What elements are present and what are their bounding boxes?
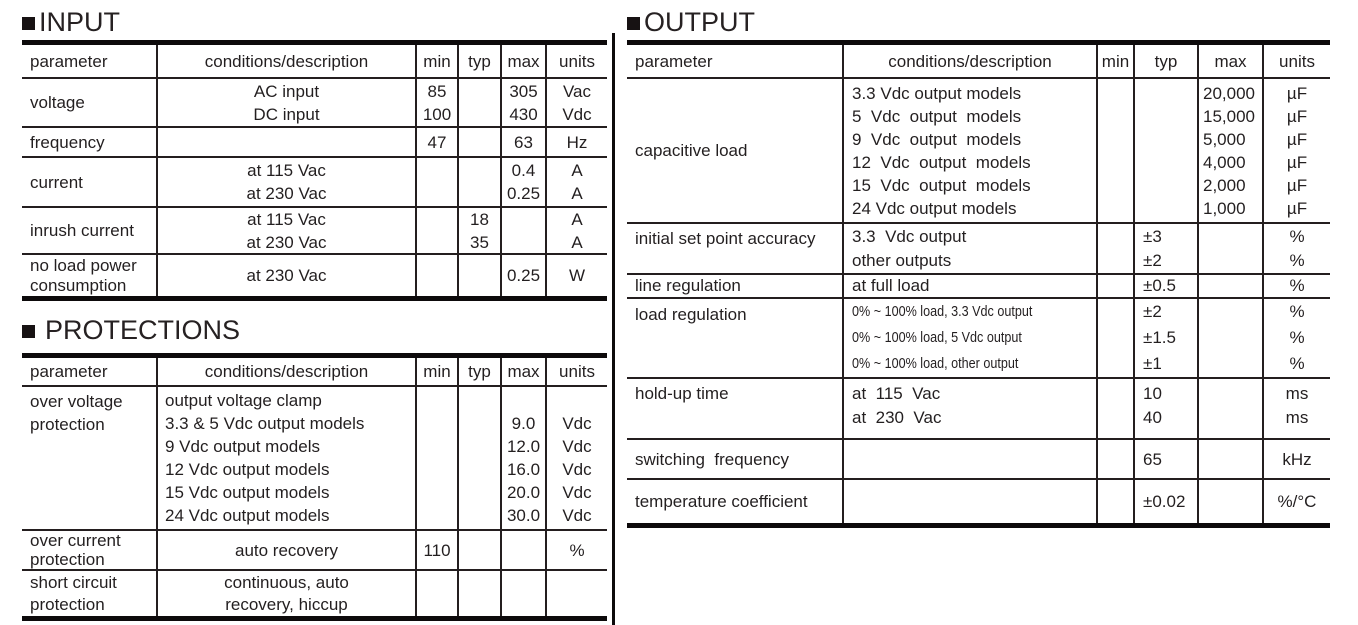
text-line: initial set point accuracy [635, 229, 816, 248]
section-title-text: PROTECTIONS [45, 315, 241, 345]
text-line: µF [1286, 175, 1308, 195]
column-header-parameter [627, 45, 842, 77]
text-line: A [571, 184, 583, 203]
column-header-typ [1133, 45, 1197, 77]
table-row [627, 77, 1330, 222]
text-line: short circuit [30, 572, 117, 592]
header-text: typ [468, 361, 491, 381]
text-line: ±1 [1143, 354, 1162, 373]
text-line: 9.0 [511, 414, 536, 433]
header-text: max [507, 361, 540, 381]
text-line: µF [1286, 129, 1308, 149]
text-line: ±2 [1143, 302, 1162, 321]
cell-max [500, 158, 545, 206]
cell-units [1262, 440, 1330, 478]
text-line: 10 [1143, 384, 1162, 403]
cell-units [1262, 275, 1330, 297]
header-text: min [1101, 51, 1130, 71]
cell-units [1262, 379, 1330, 438]
text-line: A [571, 209, 583, 229]
table-row [627, 273, 1330, 297]
text-line: 85 [427, 81, 447, 101]
column-header-parameter [22, 358, 156, 385]
cell-units [1262, 480, 1330, 523]
text-line: 35 [470, 232, 489, 252]
cell-conditions [156, 158, 415, 206]
section-bullet-icon [627, 17, 640, 30]
cell-units [545, 128, 607, 156]
text-line: capacitive load [635, 141, 748, 160]
protections-section-title [22, 313, 607, 348]
section-bullet-icon [22, 17, 35, 30]
cell-min [415, 208, 457, 253]
text-line: over current [30, 531, 121, 550]
text-line: A [571, 161, 583, 180]
text-line: 15,000 [1203, 106, 1255, 126]
text-line: consumption [30, 275, 127, 295]
section-title-text: OUTPUT [644, 7, 755, 37]
text-line: 12 Vdc output models [165, 460, 330, 479]
text-line: Vdc [562, 437, 592, 456]
text-line: % [1289, 250, 1305, 270]
text-line: 3.3 & 5 Vdc output models [165, 414, 365, 433]
cell-units [545, 571, 607, 616]
cell-typ [457, 531, 500, 569]
text-line: over voltage [30, 392, 123, 411]
column-header-parameter [22, 45, 156, 77]
cell-min [415, 531, 457, 569]
header-text: conditions/description [888, 51, 1052, 71]
cell-min [415, 387, 457, 529]
column-header-max [500, 358, 545, 385]
table-row [22, 569, 607, 616]
text-line: % [1289, 354, 1305, 373]
cell-units [545, 255, 607, 296]
table-row [627, 222, 1330, 273]
text-line: 9 Vdc output models [852, 129, 1022, 149]
cell-conditions [842, 79, 1096, 222]
cell-min [1096, 299, 1133, 377]
cell-parameter [627, 480, 842, 523]
text-line: 305 [509, 81, 538, 101]
column-header-conditions [842, 45, 1096, 77]
text-line: no load power [30, 255, 137, 275]
text-line: 9 Vdc output models [165, 437, 320, 456]
column-header-max [500, 45, 545, 77]
header-text: typ [468, 51, 491, 71]
text-line: hold-up time [635, 384, 729, 403]
text-line [547, 389, 607, 412]
text-line: 24 Vdc output models [165, 506, 330, 525]
text-line: at 115 Vac [247, 209, 326, 229]
cell-max [500, 571, 545, 616]
cell-conditions [842, 480, 1096, 523]
text-line: recovery, hiccup [225, 594, 348, 614]
text-line: % [1289, 226, 1305, 246]
cell-units [545, 208, 607, 253]
text-line: 65 [1143, 449, 1162, 469]
section-bullet-icon [22, 325, 35, 338]
text-line: % [569, 540, 585, 560]
cell-conditions [842, 440, 1096, 478]
text-line: % [1289, 302, 1305, 321]
text-line: 3.3 Vdc output models [852, 83, 1022, 103]
column-header-typ [457, 358, 500, 385]
text-line: %/°C [1277, 492, 1317, 511]
cell-typ [457, 571, 500, 616]
cell-min [1096, 224, 1133, 273]
cell-max [500, 255, 545, 296]
text-line: 0% ~ 100% load, 5 Vdc output [852, 329, 1022, 346]
cell-min [1096, 379, 1133, 438]
cell-parameter [627, 275, 842, 297]
text-line: ms [1285, 408, 1309, 427]
cell-max [1197, 224, 1262, 273]
header-row [627, 45, 1330, 77]
cell-conditions [156, 531, 415, 569]
cell-typ [457, 208, 500, 253]
text-line: protection [30, 415, 105, 434]
cell-typ [457, 387, 500, 529]
cell-max [1197, 480, 1262, 523]
cell-units [545, 158, 607, 206]
text-line: ±2 [1143, 250, 1162, 270]
text-line: 16.0 [506, 460, 541, 479]
right-column [627, 5, 1330, 528]
cell-typ [1133, 224, 1197, 273]
text-line: 0% ~ 100% load, 3.3 Vdc output [852, 303, 1033, 320]
column-header-units [545, 45, 607, 77]
header-text: parameter [30, 51, 108, 71]
cell-parameter [627, 440, 842, 478]
text-line: voltage [30, 93, 85, 112]
output-section-title [627, 5, 1330, 40]
text-line: 15 Vdc output models [165, 483, 330, 502]
text-line: Vdc [562, 414, 592, 433]
cell-units [1262, 299, 1330, 377]
text-line: ±3 [1143, 226, 1162, 246]
text-line: 24 Vdc output models [852, 198, 1017, 218]
cell-typ [457, 255, 500, 296]
text-line: µF [1286, 106, 1308, 126]
text-line: DC input [253, 104, 320, 124]
column-header-typ [457, 45, 500, 77]
header-text: parameter [30, 361, 108, 381]
cell-min [1096, 440, 1133, 478]
header-text: units [559, 361, 595, 381]
text-line: line regulation [635, 276, 741, 295]
cell-parameter [22, 208, 156, 253]
text-line: µF [1286, 83, 1308, 103]
column-header-conditions [156, 358, 415, 385]
column-header-max [1197, 45, 1262, 77]
cell-max [1197, 379, 1262, 438]
text-line: 5,000 [1203, 129, 1246, 149]
table-row [22, 77, 607, 126]
text-line: AC input [253, 81, 320, 101]
text-line: ±1.5 [1143, 328, 1176, 347]
text-line: µF [1286, 152, 1308, 172]
text-line: output voltage clamp [165, 391, 322, 410]
column-header-conditions [156, 45, 415, 77]
text-line: 30.0 [506, 506, 541, 525]
table-row [22, 385, 607, 529]
cell-typ [457, 79, 500, 126]
table-row [627, 438, 1330, 478]
text-line: 1,000 [1203, 198, 1246, 218]
cell-parameter [22, 387, 156, 529]
input-table [22, 40, 607, 301]
text-line: Vdc [562, 483, 592, 502]
table-row [22, 529, 607, 569]
text-line: 20.0 [506, 483, 541, 502]
cell-units [545, 531, 607, 569]
table-row [627, 377, 1330, 438]
text-line: W [568, 266, 586, 285]
text-line: at full load [852, 276, 930, 295]
cell-max [500, 128, 545, 156]
cell-conditions [156, 128, 415, 156]
cell-parameter [22, 255, 156, 296]
cell-typ [1133, 275, 1197, 297]
text-line: kHz [1282, 449, 1312, 469]
text-line: ms [1285, 384, 1309, 403]
cell-max [500, 79, 545, 126]
table-row [22, 126, 607, 156]
text-line: 100 [422, 104, 452, 124]
text-line: at 230 Vac [852, 408, 942, 427]
header-row [22, 45, 607, 77]
cell-conditions [842, 224, 1096, 273]
header-text: conditions/description [204, 361, 369, 381]
text-line [502, 389, 545, 412]
cell-max [500, 387, 545, 529]
table-row [22, 206, 607, 253]
text-line: 0.25 [506, 266, 541, 285]
cell-max [1197, 299, 1262, 377]
cell-parameter [627, 299, 842, 377]
text-line: % [1289, 328, 1305, 347]
cell-max [1197, 79, 1262, 222]
table-row [627, 297, 1330, 377]
text-line: 5 Vdc output models [852, 106, 1022, 126]
cell-units [1262, 79, 1330, 222]
text-line: switching frequency [635, 449, 790, 469]
text-line: continuous, auto [224, 572, 349, 592]
cell-min [415, 79, 457, 126]
column-header-min [1096, 45, 1133, 77]
column-header-min [415, 358, 457, 385]
text-line: ±0.02 [1143, 492, 1186, 511]
text-line: at 115 Vac [247, 161, 326, 180]
cell-min [415, 255, 457, 296]
cell-min [1096, 480, 1133, 523]
text-line: 18 [470, 209, 489, 229]
cell-parameter [627, 79, 842, 222]
text-line: % [1289, 276, 1305, 295]
text-line: 2,000 [1203, 175, 1246, 195]
cell-min [1096, 79, 1133, 222]
text-line: at 115 Vac [852, 384, 941, 403]
text-line: A [571, 232, 583, 252]
text-line: 0.25 [506, 184, 541, 203]
cell-typ [1133, 480, 1197, 523]
cell-max [1197, 440, 1262, 478]
cell-parameter [22, 158, 156, 206]
cell-parameter [22, 531, 156, 569]
text-line: 40 [1143, 408, 1162, 427]
text-line: 63 [514, 132, 533, 152]
column-header-units [1262, 45, 1330, 77]
cell-parameter [22, 79, 156, 126]
input-section-title [22, 5, 607, 40]
header-text: units [1279, 51, 1315, 71]
text-line: at 230 Vac [246, 266, 327, 285]
text-line: protection [30, 594, 105, 614]
table-row [627, 478, 1330, 523]
cell-conditions [156, 571, 415, 616]
cell-max [500, 531, 545, 569]
header-text: typ [1154, 51, 1178, 71]
text-line: temperature coefficient [635, 492, 808, 511]
cell-typ [1133, 79, 1197, 222]
cell-min [415, 128, 457, 156]
text-line: current [30, 172, 83, 192]
cell-min [415, 158, 457, 206]
cell-conditions [156, 255, 415, 296]
text-line: 20,000 [1203, 83, 1255, 103]
text-line: 0.4 [511, 161, 536, 180]
text-line: 4,000 [1203, 152, 1246, 172]
cell-parameter [627, 224, 842, 273]
protections-table [22, 353, 607, 621]
cell-conditions [842, 275, 1096, 297]
text-line: 12.0 [506, 437, 541, 456]
text-line: ±0.5 [1143, 276, 1176, 295]
cell-typ [457, 128, 500, 156]
text-line: Vdc [562, 460, 592, 479]
cell-max [1197, 275, 1262, 297]
column-header-min [415, 45, 457, 77]
text-line: auto recovery [235, 540, 338, 560]
text-line: inrush current [30, 221, 134, 240]
cell-units [545, 79, 607, 126]
header-text: max [1214, 51, 1247, 71]
text-line: µF [1286, 198, 1308, 218]
cell-conditions [156, 79, 415, 126]
cell-max [500, 208, 545, 253]
output-table [627, 40, 1330, 528]
text-line: 110 [423, 540, 451, 560]
text-line: Hz [566, 132, 588, 152]
text-line: Vdc [562, 104, 592, 124]
header-text: parameter [635, 51, 713, 71]
cell-parameter [22, 128, 156, 156]
cell-units [1262, 224, 1330, 273]
text-line: other outputs [852, 250, 952, 270]
table-row [22, 156, 607, 206]
text-line: at 230 Vac [246, 232, 327, 252]
text-line: Vdc [562, 506, 592, 525]
text-line: frequency [30, 132, 105, 152]
text-line: 47 [427, 132, 447, 152]
cell-min [1096, 275, 1133, 297]
cell-typ [1133, 299, 1197, 377]
cell-typ [1133, 440, 1197, 478]
text-line: Vac [562, 81, 592, 101]
header-text: min [423, 51, 451, 71]
cell-min [415, 571, 457, 616]
table-row [22, 253, 607, 296]
header-text: conditions/description [204, 51, 369, 71]
cell-parameter [627, 379, 842, 438]
cell-conditions [842, 379, 1096, 438]
cell-units [545, 387, 607, 529]
text-line: 430 [509, 104, 538, 124]
text-line: 3.3 Vdc output [852, 226, 967, 246]
header-text: min [423, 361, 451, 381]
header-row [22, 358, 607, 385]
cell-conditions [156, 387, 415, 529]
left-column [22, 5, 607, 621]
text-line: 0% ~ 100% load, other output [852, 355, 1019, 372]
cell-typ [457, 158, 500, 206]
header-text: units [559, 51, 595, 71]
header-text: max [507, 51, 540, 71]
cell-conditions [842, 299, 1096, 377]
cell-typ [1133, 379, 1197, 438]
text-line: 15 Vdc output models [852, 175, 1031, 195]
text-line: at 230 Vac [246, 184, 327, 203]
section-title-text: INPUT [39, 7, 120, 37]
text-line: protection [30, 550, 105, 569]
text-line: load regulation [635, 305, 747, 324]
cell-conditions [156, 208, 415, 253]
column-header-units [545, 358, 607, 385]
text-line: 12 Vdc output models [852, 152, 1031, 172]
cell-parameter [22, 571, 156, 616]
panel-divider [612, 33, 615, 625]
